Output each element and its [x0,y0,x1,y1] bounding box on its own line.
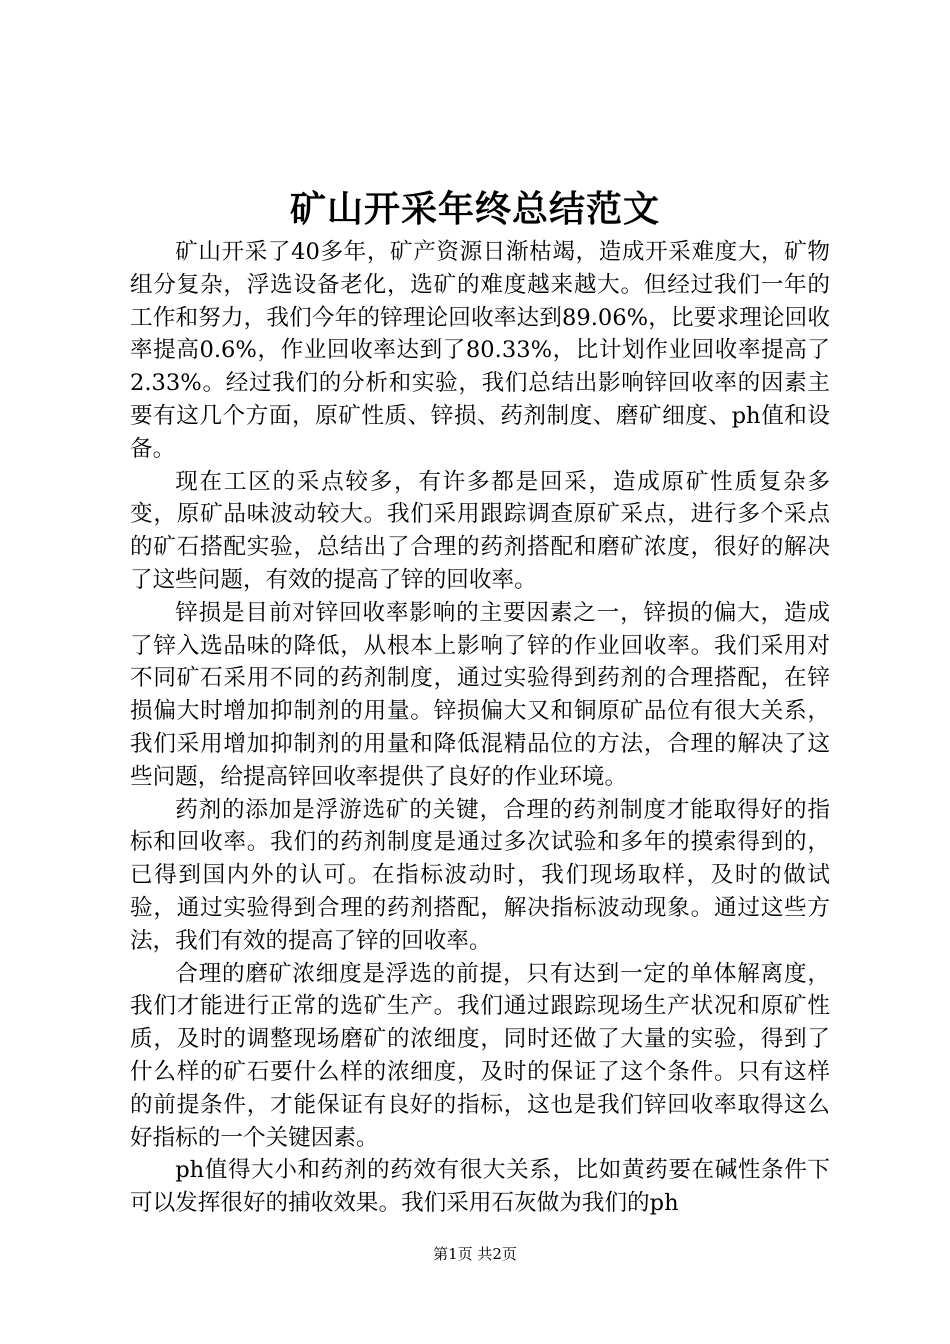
paragraph: 矿山开采了40多年，矿产资源日渐枯竭，造成开采难度大，矿物组分复杂，浮选设备老化，选矿的难度越来越大。但经过我们一年的工作和努力，我们今年的锌理论回收率达到89.06%，比要求理论回收率提高0.6%，作业回收率达到了80.33%，比计划作业回收率提高了2.33%。经过我们的分析和实验，我们总结出影响锌回收率的因素主要有这几个方面，原矿性质、锌损、药剂制度、磨矿细度、ph值和设备。 [130,239,830,462]
paragraph: 合理的磨矿浓细度是浮选的前提，只有达到一定的单体解离度，我们才能进行正常的选矿生产。我们通过跟踪现场生产状况和原矿性质，及时的调整现场磨矿的浓细度，同时还做了大量的实验，得到了什么样的矿石要什么样的浓细度，及时的保证了这个条件。只有这样的前提条件，才能保证有良好的指标，这也是我们锌回收率取得这么好指标的一个关键因素。 [130,960,830,1151]
document-body [130,236,830,1220]
paragraph: 现在工区的采点较多，有许多都是回采，造成原矿性质复杂多变，原矿品味波动较大。我们采用跟踪调查原矿采点，进行多个采点的矿石搭配实验，总结出了合理的药剂搭配和磨矿浓度，很好的解决了这些问题，有效的提高了锌的回收率。 [130,468,830,593]
document-title: 矿山开采年终总结范文 [289,189,660,230]
paragraph: 药剂的添加是浮游选矿的关键，合理的药剂制度才能取得好的指标和回收率。我们的药剂制度是通过多次试验和多年的摸索得到的，已得到国内外的认可。在指标波动时，我们现场取样，及时的做试验，通过实验得到合理的药剂搭配，解决指标波动现象。通过这些方法，我们有效的提高了锌的回收率。 [130,796,830,954]
page-footer: 第1页 共2页 [433,1245,517,1263]
paragraph: 锌损是目前对锌回收率影响的主要因素之一，锌损的偏大，造成了锌入选品味的降低，从根本上影响了锌的作业回收率。我们采用对不同矿石采用不同的药剂制度，通过实验得到药剂的合理搭配，在锌损偏大时增加抑制剂的用量。锌损偏大又和铜原矿品位有很大关系，我们采用增加抑制剂的用量和降低混精品位的方法，合理的解决了这些问题，给提高锌回收率提供了良好的作业环境。 [130,599,830,790]
paragraph: ph值得大小和药剂的药效有很大关系，比如黄药要在碱性条件下可以发挥很好的捕收效果。我们采用石灰做为我们的ph [130,1157,830,1217]
